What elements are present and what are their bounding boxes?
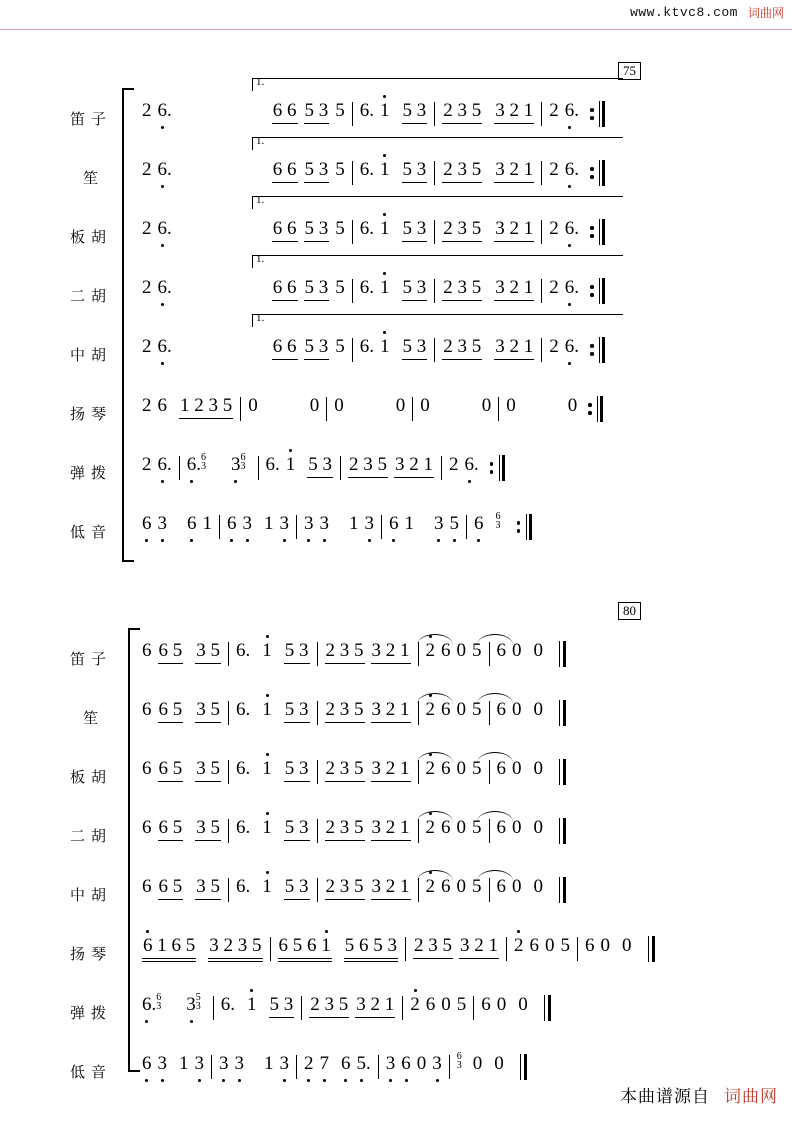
instrument-label-banhu: 板胡 xyxy=(69,768,112,786)
repeat-sign xyxy=(595,160,605,186)
instrument-label-diyin: 低音 xyxy=(69,523,112,541)
repeat-sign xyxy=(595,219,605,245)
final-barline xyxy=(559,759,567,785)
repeat-sign xyxy=(595,101,605,127)
score-system-2 xyxy=(0,600,792,1100)
instrument-label-diyin: 低音 xyxy=(69,1063,112,1081)
final-barline xyxy=(559,818,567,844)
music-line-diyin xyxy=(132,501,792,561)
notes-tanbo: 2 6 . 6 . 6 3 3 6 3 6. 1 5 3 2 3 5 3 2 1 2 6 . xyxy=(142,454,505,490)
volta-label: 1. xyxy=(256,312,265,324)
instrument-label-sheng: 笙 xyxy=(82,709,99,727)
music-line-erhu xyxy=(132,805,792,865)
chord-stack: 6 3 xyxy=(156,992,162,1012)
notes-yangqin: 6 1 6 5 3 2 3 5 6 5 6 1 5 6 5 3 2 3 5 3 2 1 2 6 0 5 6 0 0 xyxy=(142,935,656,971)
volta-bracket xyxy=(252,314,623,327)
music-line-tanbo xyxy=(132,442,792,502)
instrument-label-zhonghu: 中胡 xyxy=(69,346,112,364)
volta-label: 1. xyxy=(256,76,265,88)
instrument-label-erhu: 二胡 xyxy=(69,827,112,845)
music-line-zhonghu xyxy=(132,864,792,924)
repeat-sign xyxy=(593,396,603,422)
staff-zhonghu xyxy=(0,312,792,384)
volta-bracket xyxy=(252,196,623,209)
instrument-label-tanbo: 弹拨 xyxy=(69,464,112,482)
measure-number: 80 xyxy=(618,602,641,620)
staff-tanbo xyxy=(0,982,792,1042)
instrument-label-banhu: 板胡 xyxy=(69,228,112,246)
instrument-label-sheng: 笙 xyxy=(82,169,99,187)
notes-diyin: 6 3 1 3 3 3 1 3 2 7 6 5 . 3 6 0 3 6 3 0 0 xyxy=(142,1053,528,1089)
music-line-dizi xyxy=(132,628,792,688)
notes-dizi: 6 6 5 3 5 6. 1 5 3 2 3 5 3 2 1 2 6 0 5 6 0 0 xyxy=(142,640,567,676)
chord-stack: 5 3 xyxy=(195,992,201,1012)
instrument-label-dizi: 笛子 xyxy=(69,110,112,128)
chord-stack: 6 3 xyxy=(201,452,206,472)
music-line-yangqin xyxy=(132,383,792,443)
bottom-watermark xyxy=(620,1082,778,1107)
notes-banhu: 6 6 5 3 5 6. 1 5 3 2 3 5 3 2 1 2 6 0 5 6 0 0 xyxy=(142,758,567,794)
notes-tanbo: 6 . 6 3 3 5 3 6. 1 5 3 2 3 5 3 2 1 2 6 0 5 6 0 0 xyxy=(142,994,552,1030)
staff-banhu xyxy=(0,746,792,806)
staff-tanbo xyxy=(0,442,792,502)
notes-zhonghu: 6 6 5 3 5 6. 1 5 3 2 3 5 3 2 1 2 6 0 5 6 0 0 xyxy=(142,876,567,912)
instrument-label-yangqin: 扬琴 xyxy=(69,405,112,423)
staff-yangqin xyxy=(0,383,792,443)
instrument-label-tanbo: 弹拨 xyxy=(69,1004,112,1022)
music-line-yangqin xyxy=(132,923,792,983)
repeat-sign xyxy=(595,278,605,304)
notes-erhu: 2 6 . 6 6 5 3 5 6. 1 5 3 2 3 5 3 2 1 2 6 . xyxy=(142,277,605,313)
notes-dizi: 2 6 . 6 6 5 3 5 6. 1 5 3 2 3 5 3 2 1 2 6 . xyxy=(142,100,605,136)
volta-label: 1. xyxy=(256,194,265,206)
instrument-label-erhu: 二胡 xyxy=(69,287,112,305)
staff-yangqin xyxy=(0,923,792,983)
notes-sheng: 6 6 5 3 5 6. 1 5 3 2 3 5 3 2 1 2 6 0 5 6 0 0 xyxy=(142,699,567,735)
score-system-1 xyxy=(0,40,792,560)
measure-number: 75 xyxy=(618,62,641,80)
chord-stack: 6 3 xyxy=(456,1051,462,1071)
final-barline xyxy=(559,700,567,726)
staff-erhu xyxy=(0,805,792,865)
notes-erhu: 6 6 5 3 5 6. 1 5 3 2 3 5 3 2 1 2 6 0 5 6 0 0 xyxy=(142,817,567,853)
notes-banhu: 2 6 . 6 6 5 3 5 6. 1 5 3 2 3 5 3 2 1 2 6 . xyxy=(142,218,605,254)
volta-label: 1. xyxy=(256,135,265,147)
top-watermark-bar xyxy=(0,0,792,30)
repeat-sign xyxy=(495,455,505,481)
notes-yangqin: 2 6 1 2 3 5 0 0 0 0 0 0 0 0 xyxy=(142,395,603,431)
final-barline xyxy=(559,877,567,903)
watermark-url: www.ktvc8.com xyxy=(630,5,738,20)
final-barline xyxy=(559,641,567,667)
music-line-tanbo xyxy=(132,982,792,1042)
music-line-sheng xyxy=(132,687,792,747)
instrument-label-zhonghu: 中胡 xyxy=(69,886,112,904)
volta-label: 1. xyxy=(256,253,265,265)
volta-bracket xyxy=(252,255,623,268)
repeat-sign xyxy=(522,514,532,540)
instrument-label-yangqin: 扬琴 xyxy=(69,945,112,963)
notes-diyin: 6 3 6 1 6 3 1 3 3 3 1 3 6 1 3 5 6 6 3 xyxy=(142,513,532,549)
chord-stack: 6 3 xyxy=(495,511,501,531)
staff-zhonghu xyxy=(0,864,792,924)
notes-sheng: 2 6 . 6 6 5 3 5 6. 1 5 3 2 3 5 3 2 1 2 6 . xyxy=(142,159,605,195)
source-site-name: 词曲网 xyxy=(724,1087,778,1106)
volta-bracket xyxy=(252,137,623,150)
source-prefix-label: 本曲谱源自 xyxy=(620,1087,710,1106)
notes-zhonghu: 2 6 . 6 6 5 3 5 6. 1 5 3 2 3 5 3 2 1 2 6 . xyxy=(142,336,605,372)
final-barline xyxy=(520,1054,528,1080)
chord-stack: 6 3 xyxy=(240,452,246,472)
final-barline xyxy=(648,936,656,962)
repeat-sign xyxy=(595,337,605,363)
final-barline xyxy=(544,995,552,1021)
watermark-site-name: 词曲网 xyxy=(747,6,784,20)
staff-dizi xyxy=(0,628,792,688)
music-line-banhu xyxy=(132,746,792,806)
staff-diyin xyxy=(0,501,792,561)
instrument-label-dizi: 笛子 xyxy=(69,650,112,668)
volta-bracket xyxy=(252,78,623,91)
staff-sheng xyxy=(0,687,792,747)
music-line-zhonghu xyxy=(132,312,792,384)
